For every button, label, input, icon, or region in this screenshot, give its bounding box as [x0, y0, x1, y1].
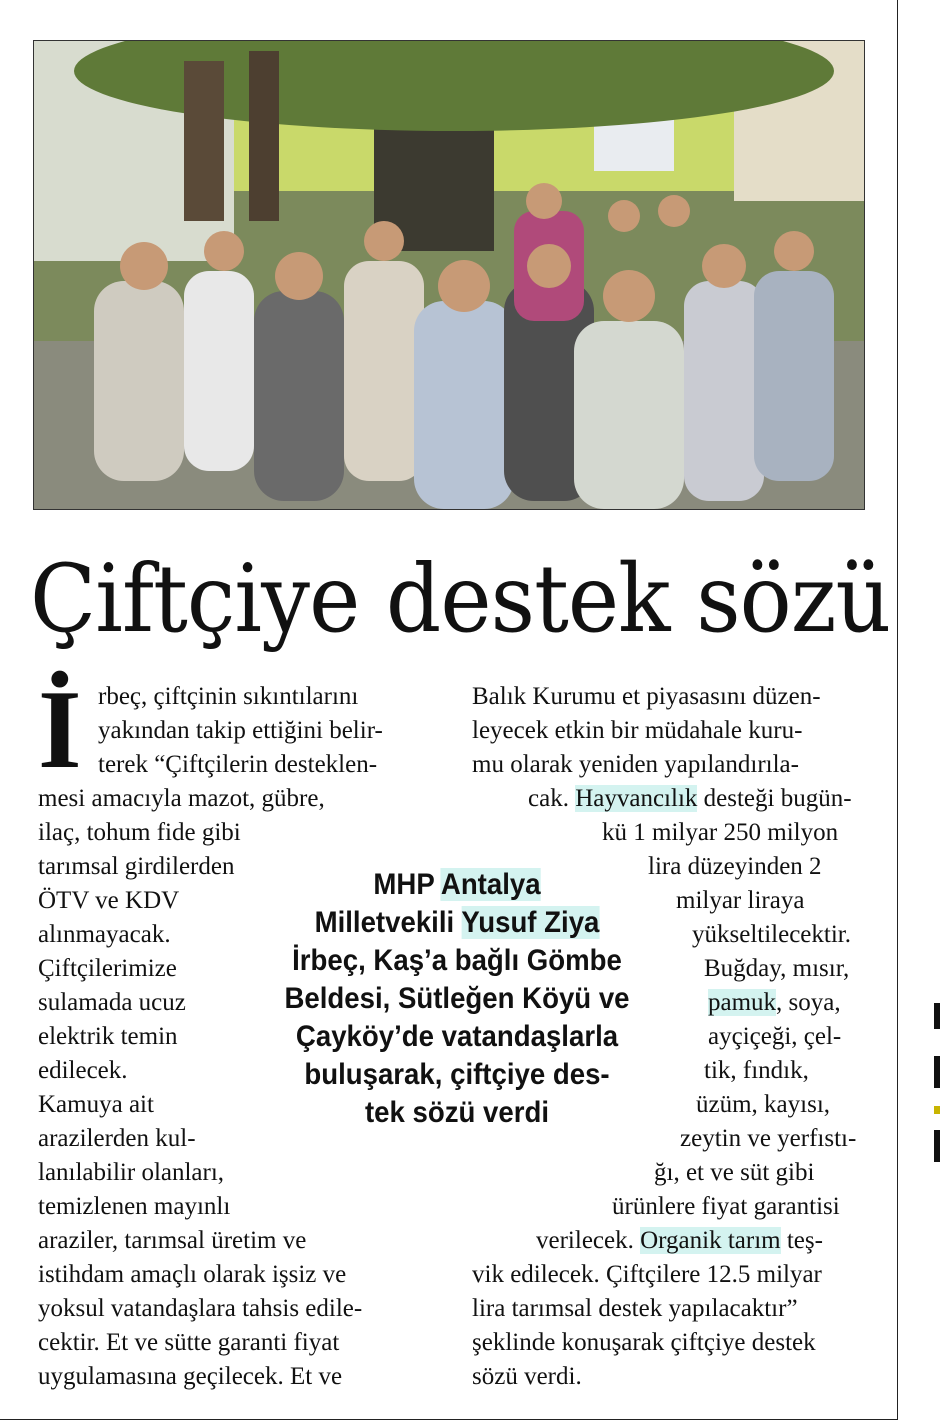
text-line [528, 782, 852, 816]
text-fragment: , soya, [776, 989, 841, 1016]
text-line: cektir. Et ve sütte garanti fiyat [38, 1329, 340, 1356]
text-line: mu olarak yeniden yapılandırıla- [472, 751, 799, 778]
text-fragment: verilecek. [536, 1227, 634, 1254]
text-line: milyar liraya [676, 887, 805, 914]
text-line: ürünlere fiyat garantisi [612, 1193, 840, 1220]
text-line: üzüm, kayısı, [696, 1091, 831, 1118]
pull-quote-line: tek sözü verdi [364, 1096, 550, 1129]
text-line: tik, fındık, [704, 1057, 809, 1084]
text-line: ÖTV ve KDV [38, 887, 180, 914]
text-line: tarımsal girdilerden [38, 853, 235, 880]
text-line: yakından takip ettiğini belir- [98, 717, 383, 744]
text-fragment: MHP [373, 868, 441, 901]
headline: Çiftçiye destek sözü [30, 545, 891, 654]
text-line [708, 986, 841, 1020]
edge-fragment [934, 1003, 940, 1029]
pull-quote-line [250, 904, 664, 942]
text-line: temizlenen mayınlı [38, 1193, 231, 1220]
text-line: yoksul vatandaşlara tahsis edile- [38, 1295, 363, 1322]
pull-quote-line: buluşarak, çiftçiye des- [304, 1058, 610, 1091]
highlight-antalya: Antalya [440, 868, 541, 901]
text-line: uygulamasına geçilecek. Et ve [38, 1363, 343, 1390]
text-line: mesi amacıyla mazot, gübre, [38, 785, 325, 812]
news-photo [33, 40, 865, 510]
text-line: arazilerden kul- [38, 1125, 196, 1152]
text-line: alınmayacak. [38, 921, 171, 948]
text-line: vik edilecek. Çiftçilere 12.5 milyar [472, 1261, 822, 1288]
text-line: elektrik temin [38, 1023, 178, 1050]
edge-fragment [934, 1106, 940, 1114]
text-line: Balık Kurumu et piyasasını düzen- [472, 683, 821, 710]
text-line: leyecek etkin bir müdahale kuru- [472, 717, 803, 744]
pull-quote-line: Beldesi, Sütleğen Köyü ve [284, 982, 630, 1015]
text-line: rbeç, çiftçinin sıkıntılarını [98, 683, 359, 710]
text-line: ilaç, tohum fide gibi [38, 819, 241, 846]
text-fragment: teş- [786, 1227, 823, 1254]
drop-cap: İ [38, 668, 82, 792]
highlight-organik-tarim: Organik tarım [640, 1227, 781, 1254]
highlight-yusuf-ziya: Yusuf Ziya [461, 906, 600, 939]
pull-quote-line: İrbeç, Kaş’a bağlı Gömbe [292, 944, 622, 977]
text-fragment: desteği bugün- [703, 785, 852, 812]
text-line: Kamuya ait [38, 1091, 154, 1118]
text-line: Çiftçilerimize [38, 955, 177, 982]
text-line: lira düzeyinden 2 [648, 853, 822, 880]
highlight-hayvancilik: Hayvancılık [575, 785, 698, 812]
text-line: yükseltilecektir. [692, 921, 851, 948]
text-line: zeytin ve yerfıstı- [680, 1125, 857, 1152]
text-line: ayçiçeği, çel- [708, 1023, 842, 1050]
text-line: araziler, tarımsal üretim ve [38, 1227, 307, 1254]
text-line: kü 1 milyar 250 milyon [602, 819, 839, 846]
text-line: lira tarımsal destek yapılacaktır” [472, 1295, 798, 1322]
text-line: edilecek. [38, 1057, 128, 1084]
text-line: sözü verdi. [472, 1363, 582, 1390]
edge-fragment [934, 1130, 940, 1162]
edge-fragment [934, 1056, 940, 1088]
text-fragment: Milletvekili [314, 906, 462, 939]
pull-quote-line [250, 866, 664, 904]
text-line: ğı, et ve süt gibi [654, 1159, 815, 1186]
pull-quote-line: Çayköy’de vatandaşlarla [295, 1020, 619, 1053]
text-line: şeklinde konuşarak çiftçiye destek [472, 1329, 816, 1356]
pull-quote [250, 866, 664, 1132]
crowd-photo-illustration [34, 41, 864, 509]
text-fragment: cak. [528, 785, 569, 812]
text-line: Buğday, mısır, [704, 955, 850, 982]
text-line: lanılabilir olanları, [38, 1159, 225, 1186]
text-line: terek “Çiftçilerin desteklen- [98, 751, 378, 778]
text-line: sulamada ucuz [38, 989, 186, 1016]
highlight-pamuk: pamuk [708, 989, 777, 1016]
text-line: istihdam amaçlı olarak işsiz ve [38, 1261, 347, 1288]
text-line [536, 1224, 823, 1258]
